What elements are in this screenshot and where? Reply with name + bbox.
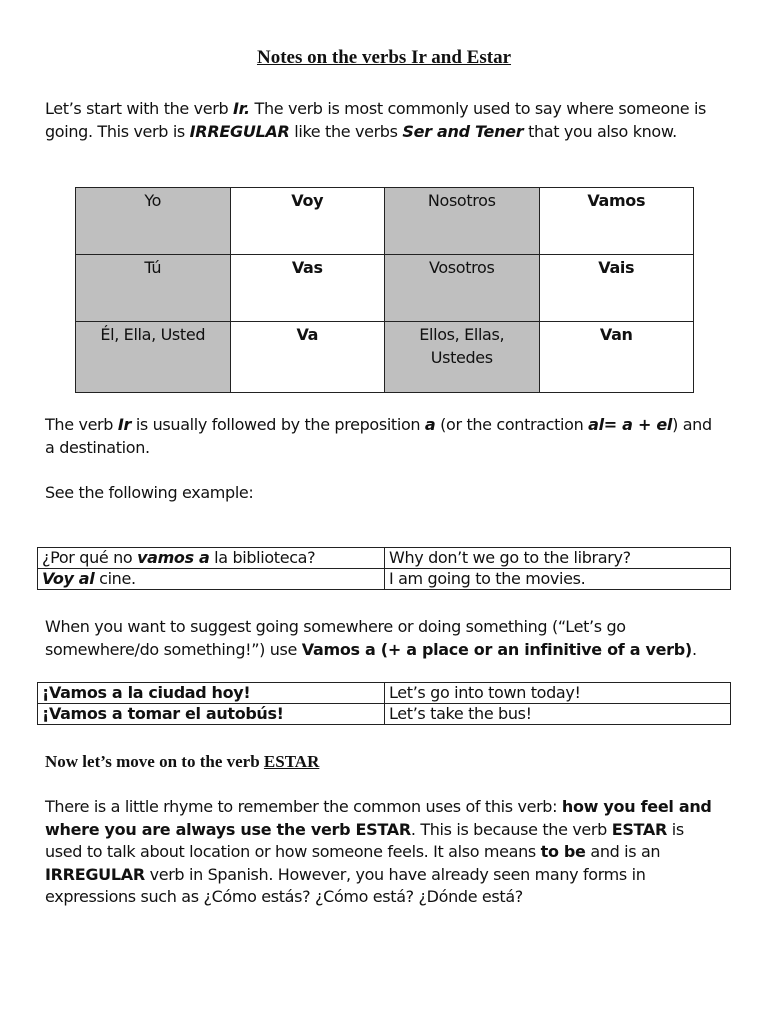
page-title: Notes on the verbs Ir and Estar xyxy=(256,47,512,68)
pronoun-cell: Tú xyxy=(76,255,231,322)
intro-text-4: that you also know. xyxy=(523,121,677,141)
pronoun-cell: Vosotros xyxy=(385,255,540,322)
example-row xyxy=(38,548,731,569)
verb-form-cell: Va xyxy=(230,322,385,393)
spanish-example-cell xyxy=(38,548,385,569)
preposition-paragraph xyxy=(45,414,725,459)
english-example-cell: Why don’t we go to the library? xyxy=(385,548,731,569)
suggest-paragraph xyxy=(45,616,725,661)
pronoun-cell: Él, Ella, Usted xyxy=(76,322,231,393)
suggest-bold: Vamos a (+ a place or an infinitive of a verb) xyxy=(301,639,692,659)
english-example-cell: Let’s take the bus! xyxy=(385,704,731,725)
verb-form-cell: Vais xyxy=(539,255,694,322)
estar-text-1: There is a little rhyme to remember the common uses of this verb: xyxy=(45,797,562,816)
prep-verb: Ir xyxy=(117,415,132,434)
estar-verb: ESTAR xyxy=(611,819,668,839)
verb-form-cell: Voy xyxy=(230,188,385,255)
prep-a: a xyxy=(424,415,436,434)
example-row xyxy=(38,704,731,725)
example-text: la biblioteca? xyxy=(209,548,316,567)
verb-form-cell: Van xyxy=(539,322,694,393)
prep-text-4: ) and a destination. xyxy=(45,415,712,457)
prep-text-2: is usually followed by the preposition xyxy=(131,415,425,434)
suggest-text-2: . xyxy=(691,639,697,659)
english-example-cell: I am going to the movies. xyxy=(385,569,731,590)
estar-heading-text: Now let’s move on to the verb xyxy=(45,752,264,771)
conjugation-row xyxy=(76,255,694,322)
example-text: ¿Por qué no xyxy=(42,548,138,567)
intro-text-1: Let’s start with the verb xyxy=(45,99,234,118)
example-text: cine. xyxy=(94,569,136,588)
spanish-example-cell xyxy=(38,569,385,590)
estar-text-5: verb in Spanish. However, you have already seen many forms in expressions such as ¿Cómo estás? ¿Cómo está? ¿Dónde está? xyxy=(45,864,646,906)
pronoun-cell: Yo xyxy=(76,188,231,255)
english-example-cell: Let’s go into town today! xyxy=(385,683,731,704)
verb-form-cell: Vas xyxy=(230,255,385,322)
estar-heading-verb: ESTAR xyxy=(263,752,320,771)
verb-form-cell: Vamos xyxy=(539,188,694,255)
pronoun-cell: Ellos, Ellas, Ustedes xyxy=(385,322,540,393)
spanish-example-cell: ¡Vamos a la ciudad hoy! xyxy=(38,683,385,704)
intro-text-3: like the verbs xyxy=(289,121,403,141)
estar-text-4: and is an xyxy=(585,842,661,861)
spanish-example-cell: ¡Vamos a tomar el autobús! xyxy=(38,704,385,725)
estar-irregular: IRREGULAR xyxy=(45,864,145,884)
example-row xyxy=(38,569,731,590)
intro-verb: Ir. xyxy=(233,99,250,118)
suggest-text-1: When you want to suggest going somewhere or doing something (“Let’s go somewhere/do something!”) use xyxy=(45,617,626,659)
ir-conjugation-table xyxy=(75,187,694,393)
intro-paragraph xyxy=(45,98,725,143)
estar-paragraph xyxy=(45,796,725,909)
prep-text-1: The verb xyxy=(45,415,118,434)
pronoun-cell: Nosotros xyxy=(385,188,540,255)
estar-to-be: to be xyxy=(540,842,586,861)
see-example-text: See the following example: xyxy=(45,483,254,502)
estar-rhyme: how you feel and where you are always use the verb ESTAR xyxy=(45,797,712,839)
conjugation-row xyxy=(76,188,694,255)
example-row xyxy=(38,683,731,704)
prep-text-3: (or the contraction xyxy=(435,415,589,434)
estar-heading xyxy=(45,752,319,772)
intro-irregular: IRREGULAR xyxy=(189,121,290,141)
estar-text-3: is used to talk about location or how someone feels. It also means xyxy=(45,819,684,861)
conjugation-row xyxy=(76,322,694,393)
examples-table-2 xyxy=(37,682,731,725)
estar-text-2: . This is because the verb xyxy=(410,819,612,839)
intro-verbs: Ser and Tener xyxy=(402,121,524,141)
example-emphasis: Voy al xyxy=(42,569,95,588)
example-emphasis: vamos a xyxy=(137,548,210,567)
examples-table-1 xyxy=(37,547,731,590)
intro-text-2: The verb is most commonly used to say where someone is going. This verb is xyxy=(45,99,707,141)
prep-contraction: al= a + el xyxy=(588,415,673,434)
